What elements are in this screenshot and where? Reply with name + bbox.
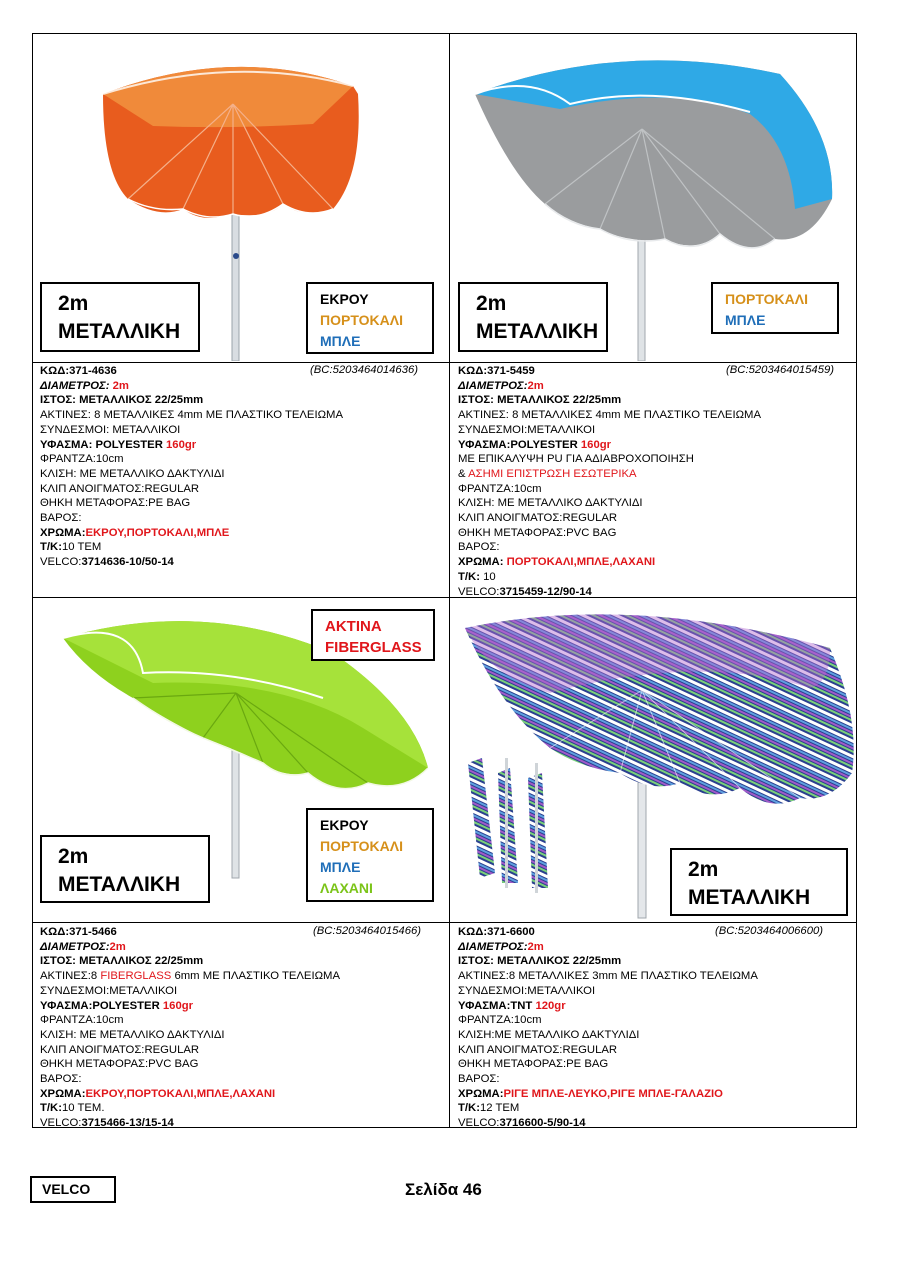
ribs-suffix: 6mm ΜΕ ΠΛΑΣΤΙΚΟ ΤΕΛΕΙΩΜΑ <box>171 970 340 983</box>
color-option: ΛΑΧΑΝΙ <box>320 880 373 896</box>
pole-spec: ΙΣΤΟΣ: ΜΕΤΑΛΛΙΚΟΣ 22/25mm <box>40 955 204 968</box>
diameter-value: 2m <box>109 940 126 953</box>
fringe-spec: ΦΡΑΝΤΖΑ:10cm <box>40 453 124 466</box>
color-option: ΜΠΛΕ <box>320 859 361 875</box>
fringe-spec: ΦΡΑΝΤΖΑ:10cm <box>458 1014 542 1027</box>
joints-spec: ΣΥΝΔΕΣΜΟΙ:ΜΕΤΑΛΛΙΚΟΙ <box>40 984 178 997</box>
diameter-value: 2m <box>109 379 129 392</box>
color-option: ΕΚΡΟΥ <box>320 291 369 307</box>
fabric-weight: 160gr <box>166 438 197 451</box>
colors-badge <box>306 282 434 354</box>
size-label: 2m <box>58 845 89 868</box>
velco-label: VELCO: <box>458 585 500 598</box>
color-label: ΧΡΩΜΑ: <box>458 1087 504 1100</box>
color-option: ΠΟΡΤΟΚΑΛΙ <box>320 838 403 854</box>
tilt-spec: ΚΛΙΣΗ: ΜΕ ΜΕΤΑΛΛΙΚΟ ΔΑΚΤΥΛΙΔΙ <box>458 497 643 510</box>
colors-badge <box>306 808 434 902</box>
size-label: 2m <box>58 292 89 315</box>
clip-spec: ΚΛΙΠ ΑΝΟΙΓΜΑΤΟΣ:REGULAR <box>40 482 200 495</box>
product-specs <box>458 364 761 599</box>
tilt-spec: ΚΛΙΣΗ:ΜΕ ΜΕΤΑΛΛΙΚΟ ΔΑΚΤΥΛΙΔΙ <box>458 1028 640 1041</box>
rib-badge-line: ΑΚΤΙΝΑ <box>325 618 382 635</box>
color-option: ΜΠΛΕ <box>725 312 766 328</box>
type-label: ΜΕΤΑΛΛΙΚΗ <box>58 320 181 343</box>
pole-spec: ΙΣΤΟΣ: ΜΕΤΑΛΛΙΚΟΣ 22/25mm <box>458 394 622 407</box>
grid-divider-3 <box>32 922 857 923</box>
ribs-spec: ΑΚΤΙΝΕΣ: 8 ΜΕΤΑΛΛΙΚΕΣ 4mm ΜΕ ΠΛΑΣΤΙΚΟ ΤΕΛΕΙΩΜΑ <box>458 409 761 422</box>
tk-value: 10 <box>479 570 496 583</box>
weight-spec: ΒΑΡΟΣ: <box>458 1073 500 1086</box>
color-value: ΕΚΡΟΥ,ΠΟΡΤΟΚΑΛΙ,ΜΠΛΕ,ΛΑΧΑΝΙ <box>85 1087 276 1100</box>
product-specs <box>458 925 758 1131</box>
product-code: ΚΩΔ:371-5459 <box>458 365 535 377</box>
tilt-spec: ΚΛΙΣΗ: ΜΕ ΜΕΤΑΛΛΙΚΟ ΔΑΚΤΥΛΙΔΙ <box>40 467 225 480</box>
fringe-spec: ΦΡΑΝΤΖΑ:10cm <box>40 1014 124 1027</box>
ribs-prefix: ΑΚΤΙΝΕΣ:8 <box>40 970 101 983</box>
tk-value: 10 ΤΕΜ. <box>61 1102 105 1115</box>
fringe-spec: ΦΡΑΝΤΖΑ:10cm <box>458 482 542 495</box>
weight-spec: ΒΑΡΟΣ: <box>40 1073 82 1086</box>
velco-label: VELCO: <box>40 556 82 569</box>
fabric-label: ΥΦΑΣΜΑ:POLYESTER <box>40 999 163 1012</box>
velco-code: 3716600-5/90-14 <box>499 1117 586 1130</box>
type-label: ΜΕΤΑΛΛΙΚΗ <box>688 886 811 909</box>
velco-label: VELCO: <box>40 1117 82 1130</box>
joints-spec: ΣΥΝΔΕΣΜΟΙ:ΜΕΤΑΛΛΙΚΟΙ <box>458 423 596 436</box>
coating-prefix: & <box>458 467 469 480</box>
weight-spec: ΒΑΡΟΣ: <box>40 512 82 525</box>
size-badge <box>670 848 848 916</box>
diameter-label: ΔΙΑΜΕΤΡΟΣ: <box>458 379 528 392</box>
barcode: (BC:5203464006600) <box>715 925 824 937</box>
joints-spec: ΣΥΝΔΕΣΜΟΙ:ΜΕΤΑΛΛΙΚΟΙ <box>458 984 596 997</box>
diameter-label: ΔΙΑΜΕΤΡΟΣ: <box>40 940 110 953</box>
tk-value: 12 ΤΕΜ <box>479 1102 520 1115</box>
tk-label: Τ/Κ: <box>458 570 480 583</box>
size-label: 2m <box>476 292 507 315</box>
clip-spec: ΚΛΙΠ ΑΝΟΙΓΜΑΤΟΣ:REGULAR <box>458 1043 618 1056</box>
clip-spec: ΚΛΙΠ ΑΝΟΙΓΜΑΤΟΣ:REGULAR <box>40 1043 200 1056</box>
product-specs <box>40 364 343 570</box>
product-specs <box>40 925 340 1131</box>
weight-spec: ΒΑΡΟΣ: <box>458 541 500 554</box>
size-badge <box>40 282 200 352</box>
fabric-label: ΥΦΑΣΜΑ: POLYESTER <box>40 438 167 451</box>
color-option: ΠΟΡΤΟΚΑΛΙ <box>725 291 808 307</box>
bag-spec: ΘΗΚΗ ΜΕΤΑΦΟΡΑΣ:PVC BAG <box>458 526 617 539</box>
diameter-label: ΔΙΑΜΕΤΡΟΣ: <box>458 940 528 953</box>
grid-divider-1 <box>32 362 857 363</box>
clip-spec: ΚΛΙΠ ΑΝΟΙΓΜΑΤΟΣ:REGULAR <box>458 512 618 525</box>
bag-spec: ΘΗΚΗ ΜΕΤΑΦΟΡΑΣ:PVC BAG <box>40 1058 199 1071</box>
bag-spec: ΘΗΚΗ ΜΕΤΑΦΟΡΑΣ:PE BAG <box>458 1058 609 1071</box>
velco-code: 3715466-13/15-14 <box>81 1117 174 1130</box>
fabric-label: ΥΦΑΣΜΑ:TNT <box>458 999 536 1012</box>
velco-code: 3714636-10/50-14 <box>81 556 174 569</box>
colors-badge <box>711 282 839 334</box>
size-badge <box>40 835 210 903</box>
rib-badge <box>311 609 435 661</box>
color-label: ΧΡΩΜΑ: <box>40 526 86 539</box>
type-label: ΜΕΤΑΛΛΙΚΗ <box>58 873 181 896</box>
tk-label: Τ/Κ: <box>40 1102 62 1115</box>
barcode: (BC:5203464015466) <box>313 925 422 937</box>
ribs-spec: ΑΚΤΙΝΕΣ: 8 ΜΕΤΑΛΛΙΚΕΣ 4mm ΜΕ ΠΛΑΣΤΙΚΟ ΤΕΛΕΙΩΜΑ <box>40 409 343 422</box>
bag-spec: ΘΗΚΗ ΜΕΤΑΦΟΡΑΣ:PE BAG <box>40 497 191 510</box>
coating-spec: ΜΕ ΕΠΙΚΑΛΥΨΗ PU ΓΙΑ ΑΔΙΑΒΡΟΧΟΠΟΙΗΣΗ <box>458 453 694 466</box>
ribs-spec: ΑΚΤΙΝΕΣ:8 ΜΕΤΑΛΛΙΚΕΣ 3mm ΜΕ ΠΛΑΣΤΙΚΟ ΤΕΛΕΙΩΜΑ <box>458 970 758 983</box>
barcode: (BC:5203464014636) <box>310 364 419 376</box>
color-value: ΡΙΓΕ ΜΠΛΕ-ΛΕΥΚΟ,ΡΙΓΕ ΜΠΛΕ-ΓΑΛΑΖΙΟ <box>503 1087 723 1100</box>
product-code: ΚΩΔ:371-4636 <box>40 365 117 377</box>
tk-value: 10 ΤΕΜ <box>61 541 102 554</box>
product-code: ΚΩΔ:371-5466 <box>40 926 117 938</box>
tilt-spec: ΚΛΙΣΗ: ΜΕ ΜΕΤΑΛΛΙΚΟ ΔΑΚΤΥΛΙΔΙ <box>40 1028 225 1041</box>
color-value: ΕΚΡΟΥ,ΠΟΡΤΟΚΑΛΙ,ΜΠΛΕ <box>85 526 230 539</box>
velco-label: VELCO: <box>458 1117 500 1130</box>
diameter-value: 2m <box>527 940 544 953</box>
tk-label: Τ/Κ: <box>40 541 62 554</box>
color-label: ΧΡΩΜΑ: <box>40 1087 86 1100</box>
color-option: ΜΠΛΕ <box>320 333 361 349</box>
diameter-label: ΔΙΑΜΕΤΡΟΣ: <box>40 379 110 392</box>
joints-spec: ΣΥΝΔΕΣΜΟΙ: ΜΕΤΑΛΛΙΚΟΙ <box>40 423 181 436</box>
page-number: Σελίδα 46 <box>405 1180 482 1199</box>
type-label: ΜΕΤΑΛΛΙΚΗ <box>476 320 599 343</box>
diameter-value: 2m <box>527 379 544 392</box>
pole-spec: ΙΣΤΟΣ: ΜΕΤΑΛΛΙΚΟΣ 22/25mm <box>40 394 204 407</box>
coating-value: ΑΣΗΜΙ ΕΠΙΣΤΡΩΣΗ ΕΣΩΤΕΡΙΚΑ <box>468 467 637 480</box>
fabric-weight: 160gr <box>162 999 194 1012</box>
barcode: (BC:5203464015459) <box>726 364 835 376</box>
pole-spec: ΙΣΤΟΣ: ΜΕΤΑΛΛΙΚΟΣ 22/25mm <box>458 955 622 968</box>
size-badge <box>458 282 608 352</box>
brand-label: VELCO <box>30 1176 116 1203</box>
ribs-material: FIBERGLASS <box>100 970 172 983</box>
size-label: 2m <box>688 858 719 881</box>
tk-label: Τ/Κ: <box>458 1102 480 1115</box>
color-option: ΠΟΡΤΟΚΑΛΙ <box>320 312 403 328</box>
color-label: ΧΡΩΜΑ: <box>458 556 507 569</box>
product-code: ΚΩΔ:371-6600 <box>458 926 535 938</box>
rib-badge-line: FIBERGLASS <box>325 639 422 656</box>
color-value: ΠΟΡΤΟΚΑΛΙ,ΜΠΛΕ,ΛΑΧΑΝΙ <box>506 556 656 569</box>
fabric-weight: 120gr <box>535 999 566 1012</box>
color-option: ΕΚΡΟΥ <box>320 817 369 833</box>
velco-code: 3715459-12/90-14 <box>499 585 592 598</box>
fabric-label: ΥΦΑΣΜΑ:POLYESTER <box>458 438 581 451</box>
fabric-weight: 160gr <box>580 438 612 451</box>
